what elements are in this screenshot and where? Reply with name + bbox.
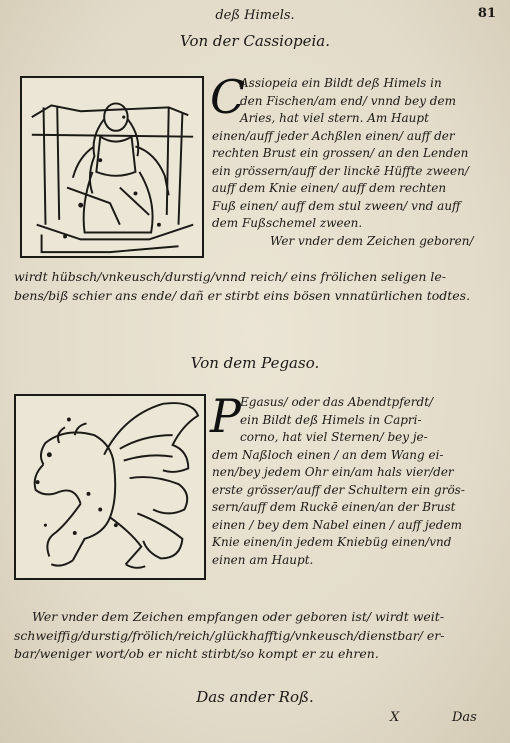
pegasus-illustration <box>16 396 204 578</box>
cassiopeia-text-bottom <box>212 128 474 251</box>
pegasus-woodcut <box>14 394 206 580</box>
text-line: corno, hat viel Sternen/ bey je- <box>240 430 428 444</box>
text-line: ein Bildt deß Himels in Capri- <box>240 412 422 427</box>
text-line: ein grössern/auff der linckē Hüffte zween/ <box>212 163 469 178</box>
pegasus-paragraph <box>14 608 498 664</box>
text-line: einen am Haupt. <box>212 552 314 567</box>
text-line: Knie einen/in jedem Kniebüg einen/vnd <box>212 535 452 549</box>
text-line: bar/weniger wort/ob er nicht stirbt/so kompt er zu ehren. <box>14 646 379 661</box>
cassiopeia-woodcut <box>20 76 204 258</box>
pegasus-drop-cap: P <box>210 389 241 443</box>
text-line: einen / bey dem Nabel einen / auff jedem <box>212 517 462 532</box>
cassiopeia-text-top <box>240 75 456 128</box>
cassiopeia-drop-cap: C <box>210 70 246 124</box>
cassiopeia-figure-illustration <box>22 78 202 256</box>
text-line: einen/auff jeder Achßlen einen/ auff der <box>212 128 455 143</box>
next-section-heading: Das ander Roß. <box>196 688 314 706</box>
text-line: erste grösser/auff der Schultern ein grös- <box>212 482 465 497</box>
text-line: nen/bey jedem Ohr ein/am hals vier/der <box>212 465 454 479</box>
text-line: Egasus/ oder das Abendtpferdt/ <box>240 395 434 409</box>
running-head <box>0 6 510 26</box>
page-number: 81 <box>477 6 496 21</box>
catchword: Das <box>452 710 477 725</box>
signature-mark: X <box>390 710 400 725</box>
text-line: den Fischen/am end/ vnnd bey dem <box>240 93 456 108</box>
text-line: wirdt hübsch/vnkeusch/durstig/vnnd reich/ eins frölichen seligen le- <box>14 269 446 284</box>
text-line: Wer vnder dem Zeichen geboren/ <box>270 233 474 248</box>
text-line: bens/biß schier ans ende/ dañ er stirbt eins bösen vnnatürlichen todtes. <box>14 287 471 303</box>
text-line: auff dem Knie einen/ auff dem rechten <box>212 181 447 195</box>
text-line: Fuß einen/ auff dem stul zween/ vnd auff <box>212 198 461 213</box>
cassiopeia-paragraph <box>14 268 498 305</box>
text-line: rechten Brust ein grossen/ an den Lenden <box>212 146 469 160</box>
text-line: dem Naßloch einen / an dem Wang ei- <box>212 447 444 462</box>
cassiopeia-heading: Von der Cassiopeia. <box>180 32 330 50</box>
text-line: Assiopeia ein Bildt deß Himels in <box>240 76 442 90</box>
text-line: sern/auff dem Ruckē einen/an der Brust <box>212 500 456 514</box>
pegasus-heading: Von dem Pegaso. <box>190 354 320 372</box>
text-line: schweiffig/durstig/frölich/reich/glückhafftig/vnkeusch/dienstbar/ er- <box>14 627 445 643</box>
text-line: dem Fußschemel zween. <box>212 216 363 230</box>
text-line: Aries, hat viel stern. Am Haupt <box>240 111 429 125</box>
text-line: Wer vnder dem Zeichen empfangen oder geboren ist/ wirdt weit- <box>32 609 445 624</box>
pegasus-text-top <box>240 394 433 447</box>
pegasus-text-bottom <box>212 447 465 570</box>
running-head-title: deß Himels. <box>215 8 295 23</box>
